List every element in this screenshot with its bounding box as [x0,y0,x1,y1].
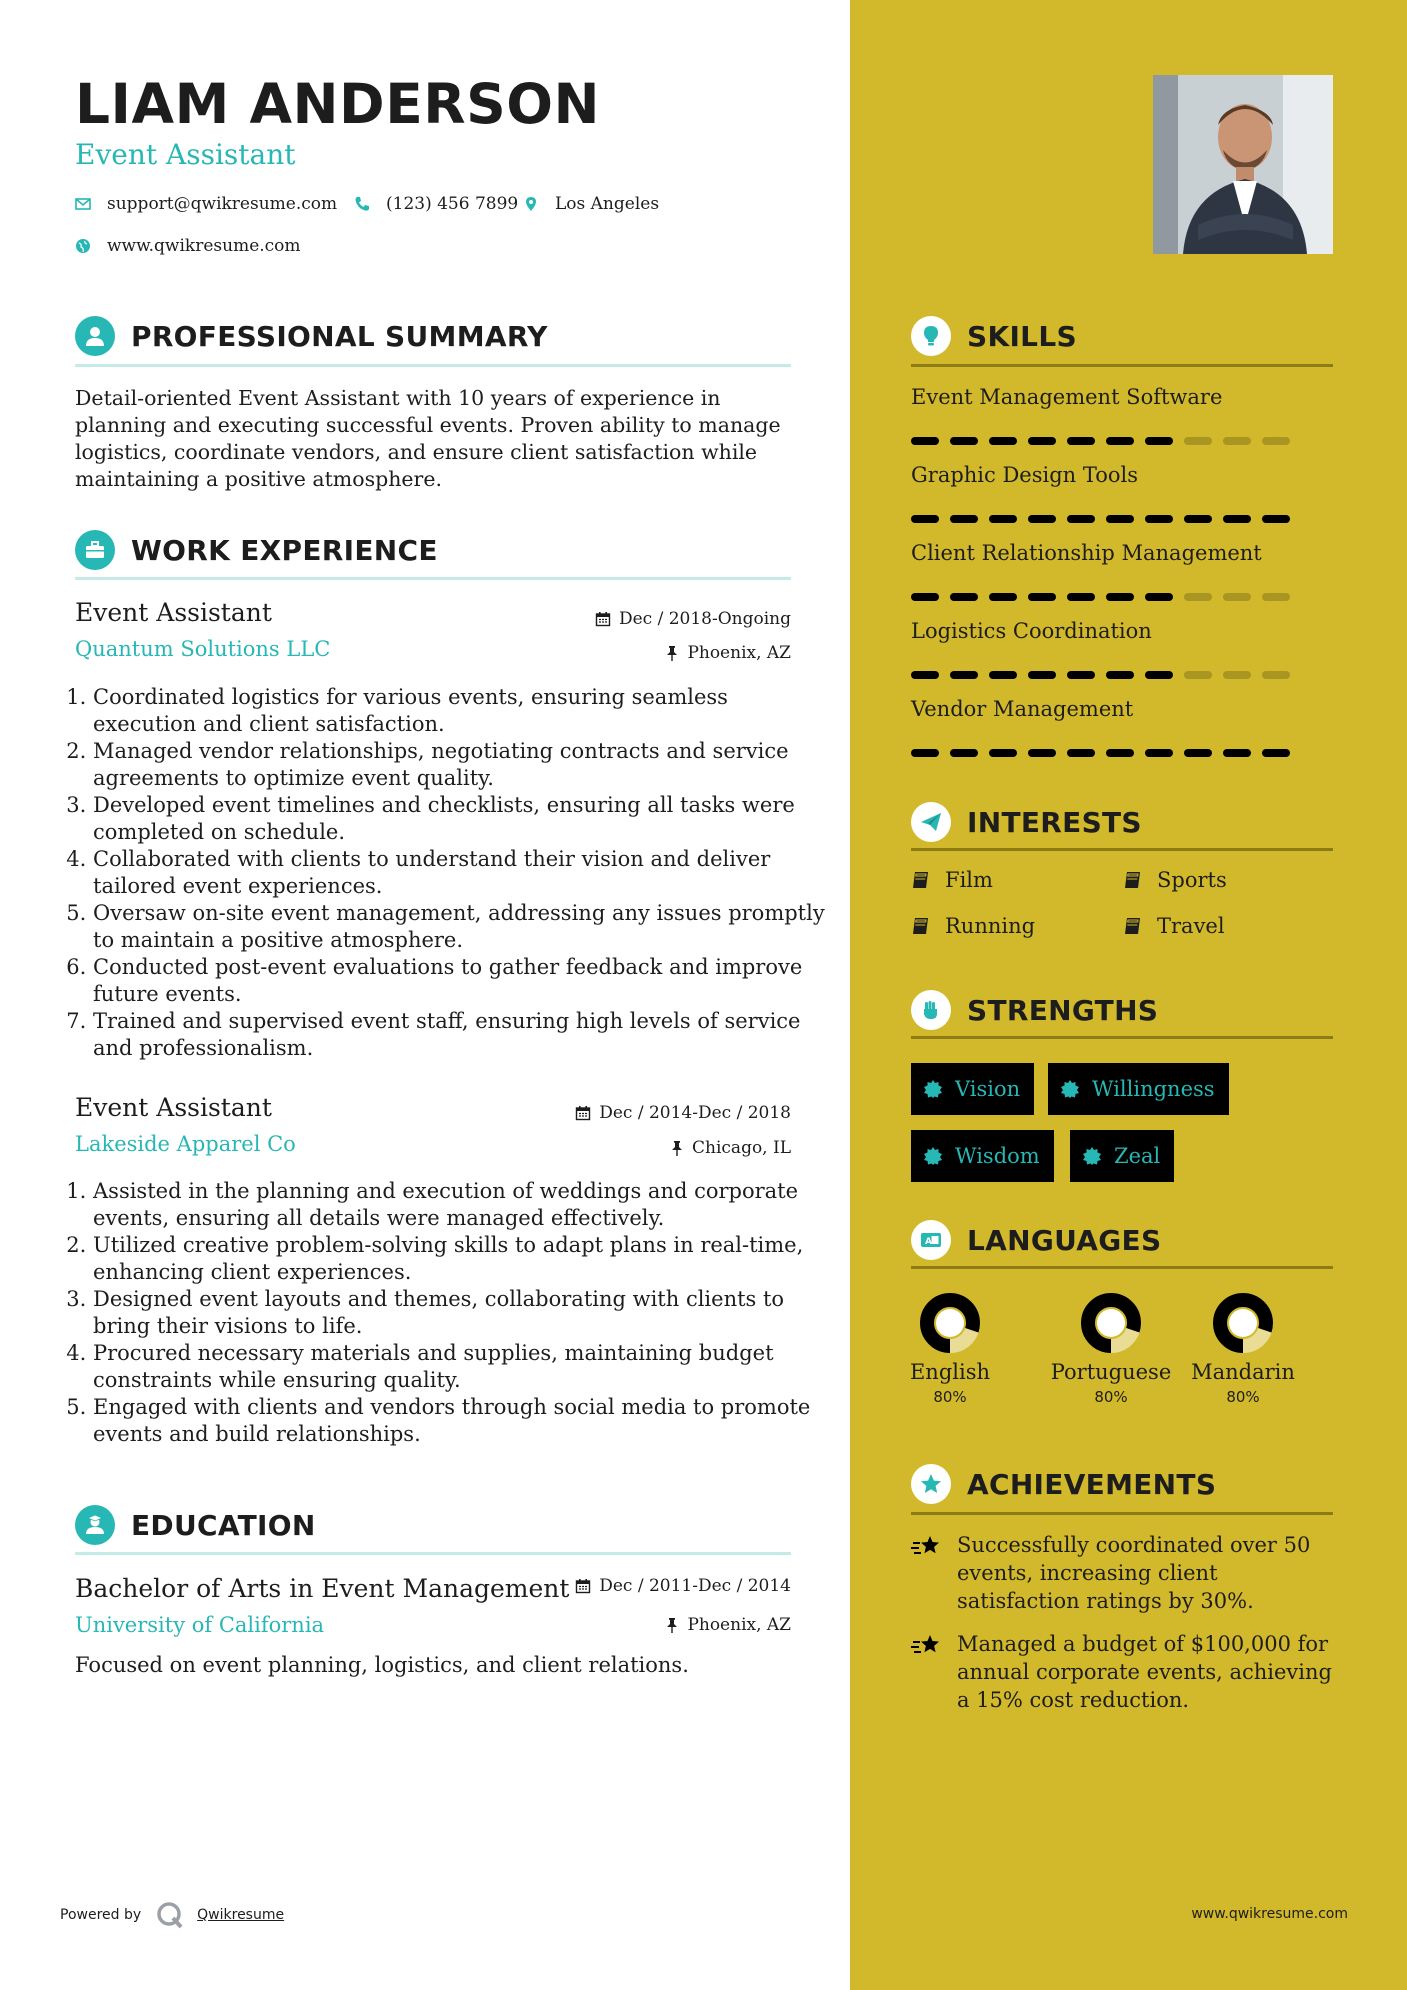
skill-dash-filled [1028,749,1056,757]
achievement-item [911,1630,1336,1714]
skills-heading [911,316,1077,356]
summary-heading [75,316,548,356]
skill-dash-filled [1067,437,1095,445]
pushpin-icon [665,1617,679,1633]
skill-dash-filled [1106,671,1134,679]
strength-chip [911,1063,1034,1115]
book-icon [911,870,931,890]
degree-title: Bachelor of Arts in Event Management [75,1574,570,1603]
phone-text: (123) 456 7899 [386,194,519,214]
skill-dash-filled [950,437,978,445]
strengths-title: STRENGTHS [967,993,1159,1027]
achievements-title: ACHIEVEMENTS [967,1467,1217,1501]
skill-dash-empty [1223,671,1251,679]
raised-fist-icon [911,990,951,1030]
list-item: 2. Utilized creative problem-solving skills to adapt plans in real-time, enhancing client experiences. [93,1232,833,1286]
skill-dash-filled [1262,515,1290,523]
education-divider [75,1552,791,1555]
lightbulb-icon [911,316,951,356]
skill-dash-filled [989,593,1017,601]
qwikresume-logo-icon [155,1900,185,1930]
skill-dash-filled [1067,671,1095,679]
list-item: 2. Managed vendor relationships, negotiating contracts and service agreements to optimize event quality. [93,738,833,792]
language-name: Portuguese [1050,1360,1172,1384]
skill-dash-filled [950,671,978,679]
languages-divider [911,1266,1333,1269]
phone-contact[interactable] [354,194,518,214]
list-item: 4. Procured necessary materials and supplies, maintaining budget constraints while ensuring quality. [93,1340,833,1394]
skill-dash-filled [989,515,1017,523]
job-date-text: Dec / 2018-Ongoing [618,609,791,629]
language-item [1041,1290,1181,1406]
language-percent: 80% [1094,1388,1128,1406]
interests-heading [911,802,1142,842]
list-item: 6. Conducted post-event evaluations to gather feedback and improve future events. [93,954,833,1008]
job-title: Event Assistant [75,598,272,627]
language-ring-center [1229,1309,1257,1337]
skill-dash-filled [1145,515,1173,523]
skills-divider [911,364,1333,367]
language-ring [917,1290,983,1356]
book-icon [1123,870,1143,890]
strength-label: Willingness [1092,1077,1215,1101]
skill-dash-empty [1184,593,1212,601]
star-icon [911,1464,951,1504]
skill-dash-filled [1028,671,1056,679]
job-date [575,1103,791,1123]
pushpin-icon [670,1140,684,1156]
skill-dash-filled [1028,437,1056,445]
footer-website[interactable]: www.qwikresume.com [1191,1906,1348,1922]
interest-label: Sports [1157,868,1227,892]
skill-dash-filled [911,437,939,445]
interests-title: INTERESTS [967,805,1142,839]
job-date [595,609,791,629]
strength-chip [1048,1063,1229,1115]
skill-dash-filled [950,749,978,757]
job-date-text: Dec / 2014-Dec / 2018 [599,1103,791,1123]
user-icon [75,316,115,356]
skill-dash-filled [950,593,978,601]
job-bullets [67,1178,833,1448]
book-icon [911,916,931,936]
list-item: 1. Coordinated logistics for various events, ensuring seamless execution and client satisfaction. [93,684,833,738]
experience-heading [75,530,438,570]
skill-dash-filled [1145,593,1173,601]
map-pin-icon [523,196,539,212]
education-location-text: Phoenix, AZ [687,1615,791,1635]
education-description: Focused on event planning, logistics, and client relations. [75,1653,689,1677]
skill-dash-filled [1223,515,1251,523]
footer-branding [60,1900,284,1930]
website-text: www.qwikresume.com [107,236,301,256]
language-ring-center [1097,1309,1125,1337]
shooting-star-icon [911,1632,943,1660]
interest-item [911,914,1035,938]
list-item: 5. Engaged with clients and vendors through social media to promote events and build relationships. [93,1394,833,1448]
skill-name: Logistics Coordination [911,619,1152,643]
profile-photo [1153,75,1333,254]
location-contact [523,194,659,214]
skill-dash-filled [911,515,939,523]
skill-dash-filled [1028,593,1056,601]
school-name: University of California [75,1613,325,1637]
list-item: 4. Collaborated with clients to understand their vision and deliver tailored event experiences. [93,846,833,900]
interest-item [911,868,993,892]
skill-dash-filled [1184,515,1212,523]
skill-dash-filled [950,515,978,523]
job-location-text: Chicago, IL [692,1138,791,1158]
candidate-name: LIAM ANDERSON [75,72,601,136]
interests-divider [911,848,1333,851]
skill-dash-filled [911,749,939,757]
email-contact[interactable] [75,194,337,214]
skill-dash-empty [1262,593,1290,601]
skill-name: Event Management Software [911,385,1223,409]
job-company: Quantum Solutions LLC [75,637,331,661]
language-ring [1210,1290,1276,1356]
skill-dash-empty [1223,437,1251,445]
translate-icon [911,1220,951,1260]
language-item [880,1290,1020,1406]
language-ring-center [936,1309,964,1337]
languages-heading [911,1220,1161,1260]
education-location [665,1615,791,1635]
list-item: 1. Assisted in the planning and execution of weddings and corporate events, ensuring all details were managed effectively. [93,1178,833,1232]
skill-dash-filled [989,749,1017,757]
list-item: 3. Designed event layouts and themes, collaborating with clients to bring their visions to life. [93,1286,833,1340]
skill-meter [911,437,1290,445]
education-title: EDUCATION [131,1508,316,1542]
calendar-icon [595,611,611,627]
skill-dash-filled [1145,749,1173,757]
envelope-icon [75,196,91,212]
skill-dash-filled [1067,749,1095,757]
strength-label: Vision [955,1077,1021,1101]
summary-divider [75,364,791,367]
skill-dash-filled [1067,515,1095,523]
strengths-heading [911,990,1158,1030]
education-date-text: Dec / 2011-Dec / 2014 [599,1576,791,1596]
achievements-divider [911,1512,1333,1515]
skill-dash-filled [1106,515,1134,523]
summary-text: Detail-oriented Event Assistant with 10 years of experience in planning and executing successful events. Proven ability to manage logistics, coordinate vendors, and ensure client satisfaction while maintaining a positive atmosphere. [75,386,781,491]
strength-label: Wisdom [955,1144,1040,1168]
calendar-icon [575,1105,591,1121]
interest-label: Film [945,868,993,892]
website-contact[interactable] [75,236,301,256]
interest-item [1123,868,1227,892]
skill-dash-filled [1106,437,1134,445]
skill-meter [911,671,1290,679]
phone-icon [354,196,370,212]
language-ring [1078,1290,1144,1356]
education-heading [75,1505,316,1545]
achievements-heading [911,1464,1216,1504]
language-percent: 80% [1226,1388,1260,1406]
interest-label: Running [945,914,1036,938]
calendar-icon [575,1578,591,1594]
strength-label: Zeal [1114,1144,1161,1168]
skill-dash-filled [1223,749,1251,757]
skill-name: Graphic Design Tools [911,463,1139,487]
job-bullets [67,684,833,1062]
skill-dash-filled [1028,515,1056,523]
strengths-divider [911,1036,1333,1039]
book-icon [1123,916,1143,936]
candidate-role: Event Assistant [75,138,296,171]
globe-icon [75,238,91,254]
skill-dash-filled [1262,749,1290,757]
language-name: Mandarin [1191,1360,1295,1384]
skill-dash-filled [1067,593,1095,601]
job-location [670,1138,791,1158]
skill-dash-filled [989,671,1017,679]
strength-chip [911,1130,1054,1182]
language-item [1173,1290,1313,1406]
interest-item [1123,914,1225,938]
skill-dash-empty [1184,671,1212,679]
summary-title: PROFESSIONAL SUMMARY [131,319,548,353]
skill-dash-empty [1223,593,1251,601]
skill-dash-filled [1145,671,1173,679]
list-item: 5. Oversaw on-site event management, addressing any issues promptly to maintain a positive atmosphere. [93,900,833,954]
briefcase-icon [75,530,115,570]
skill-dash-empty [1262,437,1290,445]
strength-chip [1070,1130,1174,1182]
shooting-star-icon [911,1533,943,1561]
skill-name: Client Relationship Management [911,541,1262,565]
job-location [665,643,791,663]
skill-meter [911,593,1290,601]
badge-icon [1060,1079,1080,1099]
location-text: Los Angeles [555,194,660,214]
languages-title: LANGUAGES [967,1223,1162,1257]
skill-meter [911,749,1290,757]
achievement-item [911,1531,1336,1615]
experience-title: WORK EXPERIENCE [131,533,438,567]
education-date [575,1576,791,1596]
list-item: 7. Trained and supervised event staff, ensuring high levels of service and professionalism. [93,1008,833,1062]
achievement-text: Managed a budget of $100,000 for annual corporate events, achieving a 15% cost reduction. [957,1632,1332,1712]
list-item: 3. Developed event timelines and checklists, ensuring all tasks were completed on schedule. [93,792,833,846]
job-location-text: Phoenix, AZ [687,643,791,663]
job-company: Lakeside Apparel Co [75,1132,296,1156]
job-title: Event Assistant [75,1093,272,1122]
interest-label: Travel [1157,914,1225,938]
badge-icon [1082,1146,1102,1166]
language-name: English [909,1360,991,1384]
skill-dash-filled [989,437,1017,445]
skill-dash-filled [911,671,939,679]
qwikresume-link[interactable]: Qwikresume [197,1907,285,1923]
skill-dash-empty [1262,671,1290,679]
email-text: support@qwikresume.com [107,194,338,214]
experience-divider [75,577,791,580]
skill-dash-filled [1184,749,1212,757]
svg-text:A: A [925,1237,932,1247]
badge-icon [923,1079,943,1099]
skill-dash-filled [911,593,939,601]
pushpin-icon [665,645,679,661]
skills-title: SKILLS [967,319,1077,353]
skill-name: Vendor Management [911,697,1134,721]
language-percent: 80% [933,1388,967,1406]
skill-dash-empty [1184,437,1212,445]
skill-dash-filled [1145,437,1173,445]
skill-dash-filled [1106,749,1134,757]
badge-icon [923,1146,943,1166]
paper-plane-icon [911,802,951,842]
powered-by-label: Powered by [60,1907,142,1923]
achievement-text: Successfully coordinated over 50 events, increasing client satisfaction ratings by 30%. [957,1533,1311,1613]
skill-dash-filled [1106,593,1134,601]
graduation-icon [75,1505,115,1545]
skill-meter [911,515,1290,523]
